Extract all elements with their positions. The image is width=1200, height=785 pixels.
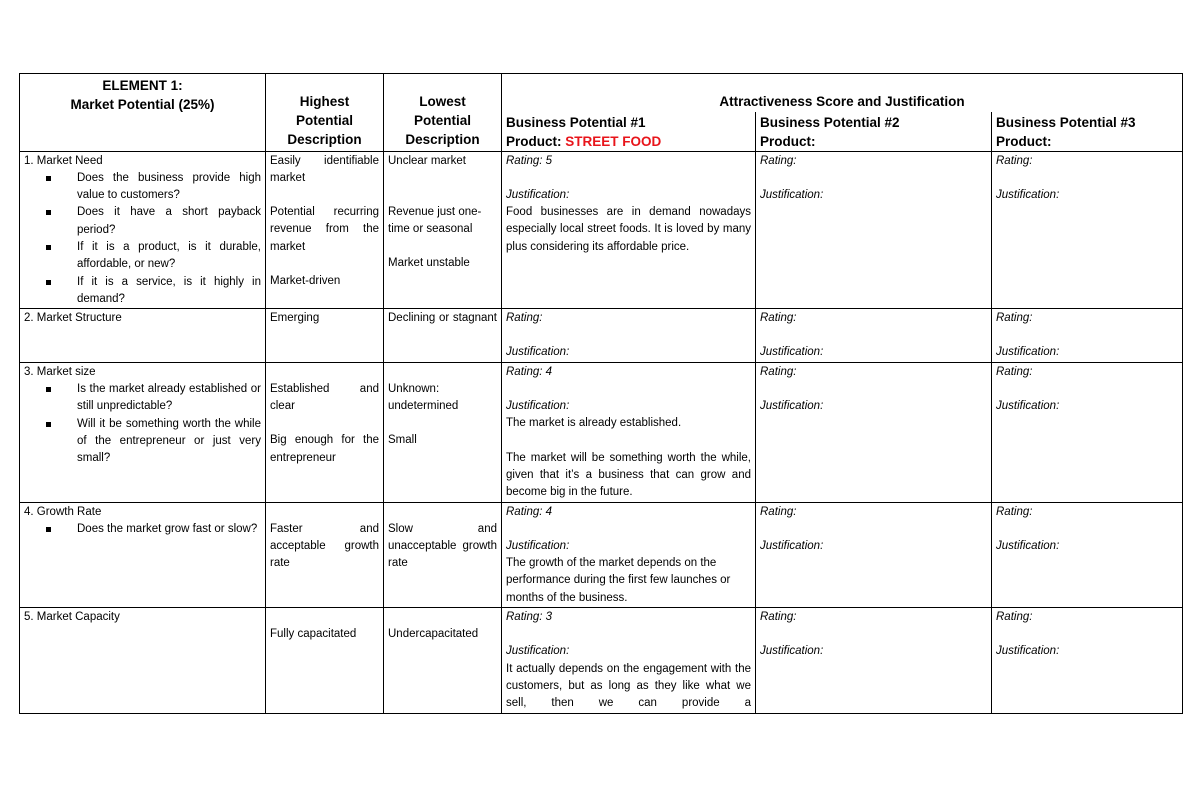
criterion-title: 4. Growth Rate (24, 505, 102, 518)
bp3-score-cell: Rating: Justification: (992, 502, 1183, 607)
bp2-score-cell: Rating: Justification: (756, 151, 992, 309)
list-item: Does the market grow fast or slow? (77, 521, 261, 538)
highest-potential-header: Highest Potential Description (266, 74, 384, 152)
rating-value: Rating: 4 (506, 505, 553, 518)
bp3-score-cell: Rating: Justification: (992, 151, 1183, 309)
justification-label: Justification: (506, 539, 570, 552)
list-item: If it is a service, is it highly in demand? (77, 274, 261, 309)
list-item: Does it have a short payback period? (77, 204, 261, 239)
criterion-title: 1. Market Need (24, 154, 103, 167)
criterion-questions (24, 170, 261, 308)
bp3-score-cell: Rating: Justification: (992, 608, 1183, 713)
criterion-title: 5. Market Capacity (24, 611, 120, 624)
highest-description-cell: Faster and acceptable growth rate (266, 502, 384, 607)
justification-text: It actually depends on the engagement with the customers, but as long as they like what we sell, then we can provide a (506, 662, 751, 710)
bp2-score-cell: Rating: Justification: (756, 309, 992, 363)
bp3-score-cell: Rating: Justification: (992, 362, 1183, 502)
justification-text: The market will be something worth the while, given that it’s a business that can grow and become big in the future. (506, 451, 751, 499)
bp1-score-cell: Rating: Justification: (502, 309, 756, 363)
rating-value: Rating: 5 (506, 154, 553, 167)
business-potential-3-header: Business Potential #3 Product: (992, 112, 1183, 152)
bp1-score-cell (502, 502, 756, 607)
bp2-score-cell: Rating: Justification: (756, 502, 992, 607)
market-potential-table (19, 73, 1183, 714)
bp2-score-cell: Rating: Justification: (756, 608, 992, 713)
list-item: Will it be something worth the while of the entrepreneur or just very small? (77, 416, 261, 468)
table-row (20, 608, 1183, 713)
justification-text: The market is already established. (506, 417, 682, 430)
justification-label: Justification: (506, 645, 570, 658)
lowest-description-cell: Unknown: undetermined Small (384, 362, 502, 502)
table-row (20, 362, 1183, 502)
justification-text: Food businesses are in demand nowadays especially local street foods. It is loved by many plus considering its affordable price. (506, 206, 751, 253)
rating-value: Rating: 4 (506, 365, 553, 378)
element-subtitle: Market Potential (25%) (70, 97, 215, 112)
criterion-questions (24, 521, 261, 538)
criterion-cell (20, 309, 266, 363)
rating-value: Rating: 3 (506, 611, 553, 624)
attractiveness-header: Attractiveness Score and Justification (502, 74, 1183, 112)
element-title: ELEMENT 1: (102, 78, 183, 93)
bp1-score-cell (502, 151, 756, 309)
justification-text: The growth of the market depends on the performance during the first few launches or months of the business. (506, 557, 731, 604)
lowest-description-cell: Unclear market Revenue just one-time or seasonal Market unstable (384, 151, 502, 309)
lowest-description-cell: Undercapacitated (384, 608, 502, 713)
criterion-cell (20, 362, 266, 502)
bp3-score-cell: Rating: Justification: (992, 309, 1183, 363)
bp2-score-cell: Rating: Justification: (756, 362, 992, 502)
list-item: If it is a product, is it durable, affordable, or new? (77, 239, 261, 274)
highest-description-cell: Fully capacitated (266, 608, 384, 713)
bp1-score-cell (502, 362, 756, 502)
criterion-title: 2. Market Structure (24, 312, 122, 325)
highest-description-cell: Emerging (266, 309, 384, 363)
criterion-cell (20, 502, 266, 607)
criterion-questions (24, 381, 261, 467)
justification-label: Justification: (506, 188, 570, 201)
product-street-food: STREET FOOD (565, 133, 662, 149)
business-potential-2-header: Business Potential #2 Product: (756, 112, 992, 152)
lowest-description-cell: Slow and unacceptable growth rate (384, 502, 502, 607)
table-row (20, 151, 1183, 309)
justification-label: Justification: (506, 400, 570, 413)
table-row (20, 502, 1183, 607)
criterion-cell (20, 608, 266, 713)
criterion-cell (20, 151, 266, 309)
highest-description-cell: Easily identifiable market Potential recurring revenue from the market Market-driven (266, 151, 384, 309)
table-row (20, 309, 1183, 363)
bp1-score-cell (502, 608, 756, 713)
element-heading-cell (20, 74, 266, 152)
business-potential-1-header: Business Potential #1 Product: STREET FOOD (502, 112, 756, 152)
list-item: Is the market already established or still unpredictable? (77, 381, 261, 416)
highest-description-cell: Established and clear Big enough for the entrepreneur (266, 362, 384, 502)
lowest-description-cell: Declining or stagnant (384, 309, 502, 363)
criterion-title: 3. Market size (24, 365, 96, 378)
list-item: Does the business provide high value to customers? (77, 170, 261, 205)
lowest-potential-header: Lowest Potential Description (384, 74, 502, 152)
